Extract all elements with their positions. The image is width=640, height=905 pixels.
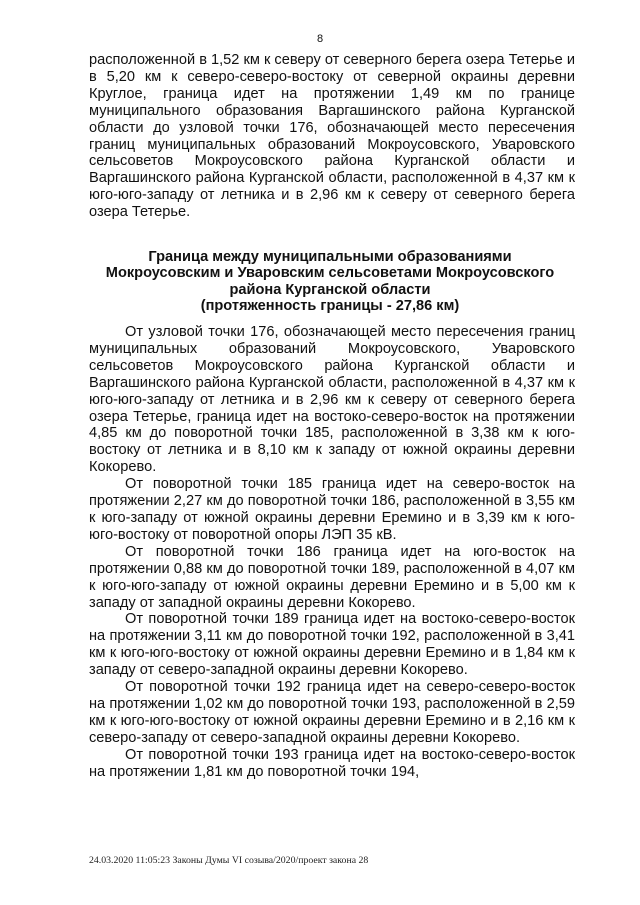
page-number: 8 <box>316 33 324 45</box>
body-paragraph: От поворотной точки 186 граница идет на юго-восток на протяжении 0,88 км до поворотной точки 189, расположенной в 4,07 км к юго-юго-западу от южной окраины деревни Еремино и в 5,00 км к западу от западной окраины деревни Кокорево. <box>89 543 575 611</box>
intro-section <box>89 52 575 221</box>
body-section <box>89 324 575 780</box>
body-paragraph: От поворотной точки 193 граница идет на востоко-северо-восток на протяжении 1,81 км до поворотной точки 194, <box>89 746 575 780</box>
heading-line-4: (протяженность границы - 27,86 км) <box>200 298 460 315</box>
body-paragraph: От узловой точки 176, обозначающей место пересечения границ муниципальных образований Мокроусовского, Уваровского сельсоветов Мокроусовского района Курганской области и Варгашинского района Курганской области, расположенной в 4,37 км к юго-юго-западу от летника и в 2,96 км к северу от северного берега озера Тетерье, граница идет на востоко-северо-восток на протяжении 4,85 км до поворотной точки 185, расположенной в 3,38 км к юго-востоку от летника и в 8,10 км к западу от южной окраины деревни Кокорево. <box>89 324 575 476</box>
body-paragraph: От поворотной точки 185 граница идет на северо-восток на протяжении 2,27 км до поворотной точки 186, расположенной в 3,55 км к юго-западу от южной окраины деревни Еремино и в 3,39 км к юго-юго-востоку от поворотной опоры ЛЭП 35 кВ. <box>89 476 575 543</box>
section-heading <box>80 249 580 315</box>
body-paragraph: От поворотной точки 189 граница идет на востоко-северо-восток на протяжении 3,11 км до поворотной точки 192, расположенной в 3,41 км к юго-юго-востоку от южной окраины деревни Еремино и в 1,84 км к западу от северо-западной окраины деревни Кокорево. <box>89 611 575 679</box>
body-paragraph: От поворотной точки 192 граница идет на северо-северо-восток на протяжении 1,02 км до поворотной точки 193, расположенной в 2,59 км к юго-юго-востоку от южной окраины деревни Еремино и в 2,16 км к северо-западу от северо-западной окраины деревни Кокорево. <box>89 679 575 746</box>
footer-stamp: 24.03.2020 11:05:23 Законы Думы VI созыва/2020/проект закона 28 <box>89 855 369 866</box>
intro-paragraph: расположенной в 1,52 км к северу от северного берега озера Тетерье и в 5,20 км к северо-северо-востоку от северной окраины деревни Круглое, граница идет на протяжении 1,49 км по границе муниципального образования Варгашинского района Курганской области до узловой точки 176, обозначающей место пересечения границ муниципальных образований Мокроусовского, Уваровского сельсоветов Мокроусовского района Курганской области и Варгашинского района Курганской области, расположенной в 4,37 км к юго-юго-западу от летника и в 2,96 км к северу от северного берега озера Тетерье. <box>89 52 575 221</box>
heading-line-2: Мокроусовским и Уваровским сельсоветами Мокроусовского <box>105 265 555 282</box>
heading-line-3: района Курганской области <box>229 281 431 298</box>
heading-line-1: Граница между муниципальными образованиями <box>148 249 512 265</box>
